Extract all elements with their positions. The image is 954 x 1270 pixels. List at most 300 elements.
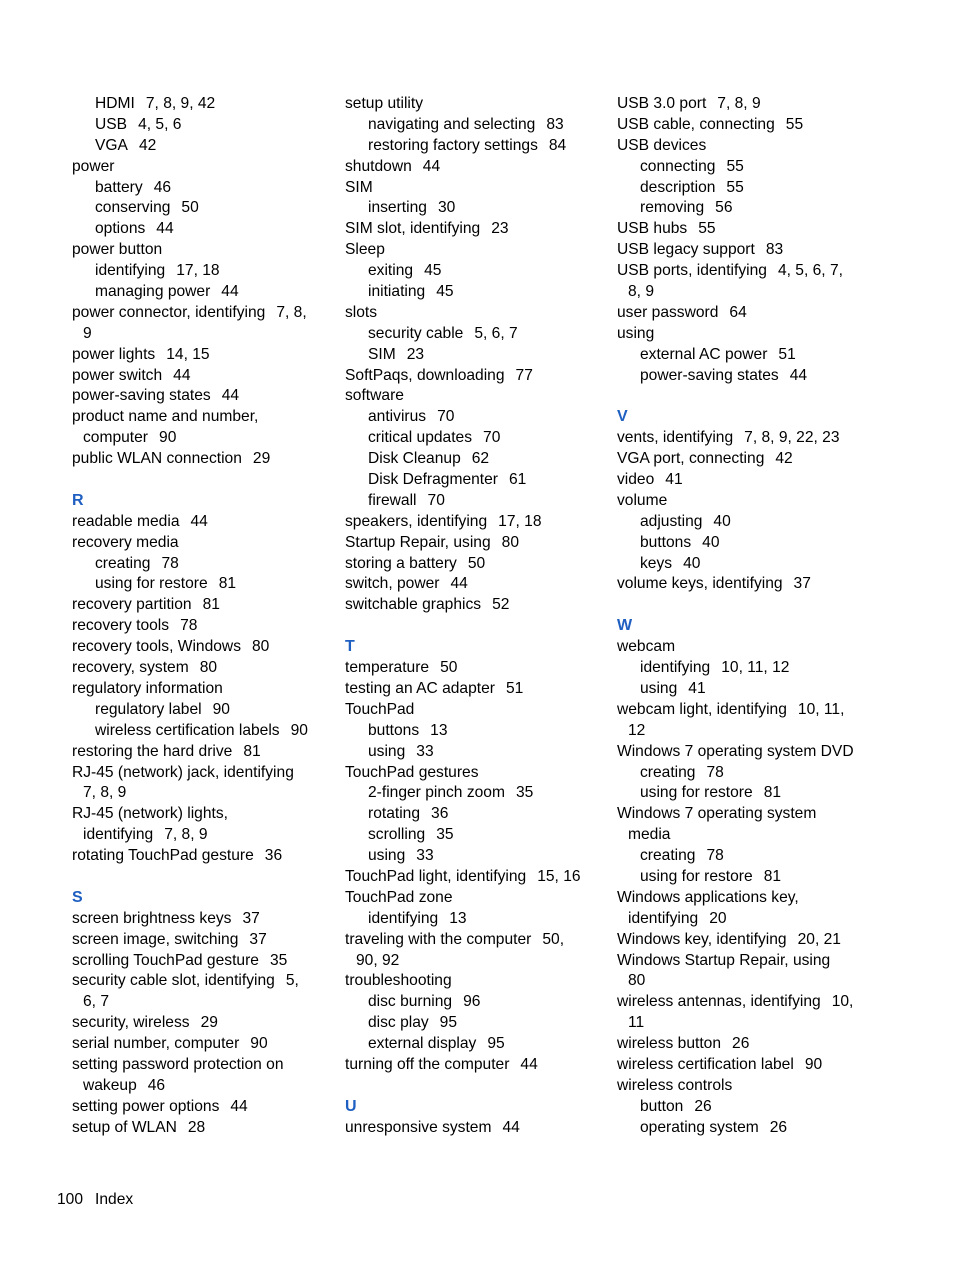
page-reference: 83: [765, 241, 784, 259]
index-subentry: [617, 783, 887, 804]
index-entry: [72, 909, 342, 930]
index-entry: [72, 846, 342, 867]
index-column-1: [72, 94, 342, 1139]
index-term: SIM: [345, 178, 373, 196]
index-term: USB 3.0 port: [617, 95, 707, 112]
index-term: description: [640, 178, 716, 196]
index-entry: [345, 303, 615, 324]
index-entry: [345, 1055, 615, 1076]
index-term: product name and number,: [72, 408, 259, 426]
page-reference: 50,: [542, 930, 565, 948]
page-reference: 30: [437, 199, 456, 217]
index-term: traveling with the computer: [345, 930, 532, 948]
index-term: using: [640, 679, 678, 697]
page-reference: 52: [492, 596, 510, 614]
page-reference: 84: [548, 136, 567, 154]
page-reference: 44: [156, 220, 174, 238]
index-term: USB cable, connecting: [617, 115, 775, 133]
index-term: 12: [628, 721, 646, 739]
page-reference: 44: [230, 1097, 248, 1115]
index-subentry: [617, 867, 887, 888]
index-term: using for restore: [95, 575, 208, 593]
index-term: vents, identifying: [617, 429, 734, 447]
index-entry: [72, 157, 342, 178]
index-entry-continuation: [617, 721, 887, 742]
index-term: volume keys, identifying: [617, 575, 783, 593]
index-term: creating: [640, 763, 696, 781]
index-entry: [72, 1097, 342, 1118]
index-term: RJ-45 (network) jack, identifying: [72, 763, 294, 781]
index-term: using for restore: [640, 784, 753, 802]
page-reference: 70: [437, 408, 455, 426]
page-reference: 81: [202, 596, 220, 614]
section-spacer: [617, 386, 887, 407]
index-term: initiating: [368, 283, 426, 301]
index-entry: [617, 1076, 887, 1097]
index-term: wireless controls: [617, 1076, 733, 1094]
index-term: SoftPaqs, downloading: [345, 366, 505, 384]
index-subentry: [617, 533, 887, 554]
index-letter-heading: T: [345, 638, 355, 656]
index-term: 90, 92: [356, 951, 400, 969]
index-term: media: [628, 826, 671, 844]
index-term: software: [345, 387, 404, 405]
page-reference: 4, 5, 6, 7,: [777, 262, 843, 280]
index-term: testing an AC adapter: [345, 679, 495, 697]
index-term: recovery tools, Windows: [72, 638, 241, 656]
index-entry: [72, 533, 342, 554]
index-term: Windows 7 operating system: [617, 805, 817, 823]
index-subentry: [617, 846, 887, 867]
page-reference: 90: [159, 429, 177, 447]
index-entry: [72, 930, 342, 951]
index-term: shutdown: [345, 157, 412, 175]
index-entry: [345, 574, 615, 595]
page-reference: 37: [242, 909, 260, 927]
index-term: setting power options: [72, 1097, 220, 1115]
index-entry: [617, 428, 887, 449]
index-term: battery: [95, 178, 143, 196]
page-reference: 78: [706, 763, 724, 781]
index-entry-continuation: [72, 825, 342, 846]
index-term: options: [95, 220, 146, 238]
page-reference: 7, 8, 9, 22, 23: [744, 429, 840, 447]
page-reference: 80: [501, 533, 519, 551]
index-entry: [617, 94, 887, 115]
index-term: regulatory information: [72, 679, 223, 697]
page-reference: 51: [505, 679, 524, 697]
index-term: Windows Startup Repair, using: [617, 951, 831, 969]
index-entry: [72, 1118, 342, 1139]
index-term: power switch: [72, 366, 163, 384]
page-reference: 80: [199, 659, 218, 677]
page-reference: 44: [221, 283, 239, 301]
page-reference: 7, 8,: [276, 303, 307, 321]
index-term: setup utility: [345, 95, 424, 112]
index-term: webcam light, identifying: [617, 700, 787, 718]
index-letter-heading: V: [617, 408, 628, 426]
index-entry: [72, 1013, 342, 1034]
index-term: 7, 8, 9: [83, 784, 127, 802]
index-term: rotating: [368, 805, 421, 823]
index-entry: [72, 407, 342, 428]
page-reference: 17, 18: [176, 262, 220, 280]
index-letter-heading: U: [345, 1097, 357, 1115]
page-reference: 36: [431, 805, 449, 823]
index-subentry: [617, 763, 887, 784]
page-reference: 70: [483, 429, 501, 447]
index-term: power-saving states: [640, 366, 779, 384]
index-subentry: [617, 178, 887, 199]
page-reference: 7, 8, 9, 42: [145, 95, 216, 112]
index-subentry: [345, 804, 615, 825]
index-subentry: [345, 825, 615, 846]
index-subentry: [72, 219, 342, 240]
index-term: slots: [345, 303, 378, 321]
index-entry-continuation: [617, 282, 887, 303]
index-term: external display: [368, 1035, 477, 1053]
index-term: USB legacy support: [617, 241, 755, 259]
index-term: regulatory label: [95, 700, 202, 718]
index-term: setup of WLAN: [72, 1118, 177, 1136]
index-term: readable media: [72, 512, 180, 530]
page-reference: 44: [502, 1118, 520, 1136]
page-reference: 36: [264, 847, 283, 865]
index-term: identifying: [628, 909, 699, 927]
index-subentry: [345, 324, 615, 345]
page-reference: 50: [440, 659, 458, 677]
index-entry: [72, 303, 342, 324]
index-entry: [617, 449, 887, 470]
page-reference: 4, 5, 6: [138, 115, 182, 133]
index-term: critical updates: [368, 429, 473, 447]
page-reference: 10,: [831, 993, 854, 1011]
index-entry: [72, 1055, 342, 1076]
index-term: user password: [617, 303, 719, 321]
page-reference: 90: [212, 700, 230, 718]
page-reference: 42: [775, 450, 793, 468]
index-entry: [345, 386, 615, 407]
index-term: HDMI: [95, 95, 135, 112]
page-reference: 61: [509, 471, 527, 489]
page-reference: 37: [249, 930, 267, 948]
index-term: wakeup: [83, 1076, 137, 1094]
page-reference: 7, 8, 9: [717, 95, 761, 112]
index-entry: [345, 679, 615, 700]
index-entry: [617, 470, 887, 491]
page-reference: 90: [250, 1035, 268, 1053]
page-reference: 17, 18: [498, 512, 542, 530]
index-entry-continuation: [617, 971, 887, 992]
index-term: switchable graphics: [345, 596, 482, 614]
index-entry: [617, 930, 887, 951]
index-term: Disk Cleanup: [368, 450, 461, 468]
index-subentry: [72, 198, 342, 219]
index-term: identifying: [640, 659, 711, 677]
index-entry: [72, 386, 342, 407]
index-column-3: [617, 94, 887, 1139]
index-term: turning off the computer: [345, 1055, 510, 1073]
page-reference: 46: [153, 178, 172, 196]
index-term: setting password protection on: [72, 1055, 284, 1073]
index-entry: [617, 574, 887, 595]
index-term: identifying: [83, 826, 154, 844]
index-subentry: [72, 136, 342, 157]
page-reference: 35: [269, 951, 288, 969]
page-reference: 46: [147, 1076, 166, 1094]
page-reference: 56: [715, 199, 733, 217]
index-entry-continuation: [72, 992, 342, 1013]
page-reference: 5,: [285, 972, 299, 990]
index-subentry: [345, 909, 615, 930]
page-reference: 10, 11, 12: [721, 659, 790, 677]
page-reference: 26: [694, 1097, 712, 1115]
page-reference: 95: [439, 1014, 458, 1032]
page-reference: 78: [180, 617, 198, 635]
index-entry: [72, 366, 342, 387]
index-entry: [617, 136, 887, 157]
index-subentry: [72, 178, 342, 199]
index-term: VGA: [95, 136, 128, 154]
page-reference: 5, 6, 7: [474, 324, 518, 342]
index-entry: [345, 930, 615, 951]
index-term: keys: [640, 554, 673, 572]
index-term: scrolling TouchPad gesture: [72, 951, 259, 969]
index-subentry: [345, 491, 615, 512]
page-reference: 77: [515, 366, 533, 384]
page-reference: 90: [804, 1055, 823, 1073]
index-term: 80: [628, 972, 646, 990]
index-subentry: [345, 1013, 615, 1034]
index-subentry: [72, 721, 342, 742]
index-entry: [345, 94, 615, 115]
index-subentry: [72, 700, 342, 721]
page-reference: 35: [515, 784, 534, 802]
page-reference: 95: [487, 1035, 505, 1053]
page-reference: 62: [471, 450, 490, 468]
index-entry: [617, 240, 887, 261]
index-term: power: [72, 157, 115, 175]
page-reference: 96: [463, 993, 481, 1011]
page-reference: 13: [449, 909, 467, 927]
index-subentry: [617, 1118, 887, 1139]
page-reference: 44: [221, 387, 240, 405]
index-entry-continuation: [345, 951, 615, 972]
index-subentry: [345, 721, 615, 742]
page-reference: 7, 8, 9: [164, 826, 208, 844]
page-reference: 81: [763, 867, 782, 885]
index-entry: [345, 554, 615, 575]
index-entry: [345, 219, 615, 240]
index-entry: [345, 763, 615, 784]
page-reference: 80: [252, 638, 270, 656]
index-column-2: [345, 94, 615, 1139]
index-term: recovery, system: [72, 659, 189, 677]
index-term: security cable slot, identifying: [72, 972, 275, 990]
index-term: temperature: [345, 659, 430, 677]
index-term: Sleep: [345, 241, 385, 259]
index-term: Windows key, identifying: [617, 930, 787, 948]
page-reference: 44: [190, 512, 208, 530]
page-reference: 13: [430, 721, 448, 739]
index-entry-continuation: [617, 909, 887, 930]
page-reference: 78: [706, 847, 724, 865]
index-term: using for restore: [640, 867, 753, 885]
page-reference: 45: [436, 283, 454, 301]
index-subentry: [617, 366, 887, 387]
index-entry-continuation: [72, 428, 342, 449]
index-term: Disk Defragmenter: [368, 471, 498, 489]
page-reference: 44: [422, 157, 441, 175]
index-entry: [72, 595, 342, 616]
index-term: connecting: [640, 157, 716, 175]
section-spacer: [617, 595, 887, 616]
index-term: power connector, identifying: [72, 303, 266, 321]
page-reference: 29: [252, 450, 271, 468]
index-entry: [72, 763, 342, 784]
index-term: speakers, identifying: [345, 512, 488, 530]
index-term: power-saving states: [72, 387, 211, 405]
index-subentry: [345, 115, 615, 136]
index-term: button: [640, 1097, 684, 1115]
index-entry: [617, 115, 887, 136]
index-term: external AC power: [640, 345, 768, 363]
index-term: wireless button: [617, 1035, 722, 1053]
index-entry: [617, 888, 887, 909]
index-term: operating system: [640, 1118, 759, 1136]
index-term: using: [368, 742, 406, 760]
index-term: exiting: [368, 262, 414, 280]
index-entry: [617, 742, 887, 763]
index-term: SIM: [368, 345, 396, 363]
page-reference: 10, 11,: [797, 700, 845, 718]
index-subentry: [345, 783, 615, 804]
index-term: restoring the hard drive: [72, 742, 233, 760]
page-reference: 44: [789, 366, 808, 384]
page-reference: 81: [763, 784, 782, 802]
index-term: antivirus: [368, 408, 427, 426]
section-spacer: [345, 616, 615, 637]
index-entry: [72, 742, 342, 763]
index-subentry: [345, 428, 615, 449]
index-term: volume: [617, 491, 668, 509]
index-term: RJ-45 (network) lights,: [72, 805, 228, 823]
index-entry: [617, 261, 887, 282]
index-term: serial number, computer: [72, 1035, 240, 1053]
index-term: removing: [640, 199, 705, 217]
index-subentry: [72, 554, 342, 575]
index-subentry: [617, 157, 887, 178]
index-subentry: [617, 345, 887, 366]
index-term: disc burning: [368, 993, 453, 1011]
index-subentry: [345, 136, 615, 157]
index-entry: [345, 658, 615, 679]
page-reference: 70: [427, 491, 445, 509]
index-entry: [72, 971, 342, 992]
index-entry-continuation: [72, 783, 342, 804]
index-term: 2-finger pinch zoom: [368, 784, 505, 802]
index-subentry: [345, 1034, 615, 1055]
index-term: USB ports, identifying: [617, 262, 767, 280]
index-subentry: [72, 94, 342, 115]
index-subentry: [617, 512, 887, 533]
page-reference: 40: [702, 533, 720, 551]
index-term: buttons: [368, 721, 420, 739]
index-subentry: [617, 554, 887, 575]
index-term: USB devices: [617, 136, 707, 154]
index-term: 8, 9: [628, 283, 655, 301]
index-entry: [345, 366, 615, 387]
index-entry: [72, 679, 342, 700]
index-entry: [345, 888, 615, 909]
index-subentry: [72, 261, 342, 282]
index-entry-continuation: [72, 324, 342, 345]
page-reference: 50: [181, 199, 199, 217]
index-term: conserving: [95, 199, 171, 217]
index-entry: [72, 345, 342, 366]
index-term: recovery media: [72, 533, 179, 551]
index-subentry: [72, 115, 342, 136]
index-subentry: [345, 992, 615, 1013]
index-term: wireless certification label: [617, 1055, 794, 1073]
index-subentry: [345, 407, 615, 428]
index-term: USB: [95, 115, 128, 133]
page-reference: 55: [785, 115, 804, 133]
index-term: TouchPad gestures: [345, 763, 479, 781]
index-entry: [345, 971, 615, 992]
index-term: using: [617, 324, 655, 342]
page-reference: 90: [290, 721, 308, 739]
page-reference: 55: [698, 220, 716, 238]
index-entry: [345, 157, 615, 178]
index-entry: [617, 992, 887, 1013]
index-entry: [617, 637, 887, 658]
page-reference: 44: [173, 366, 191, 384]
index-term: security cable: [368, 324, 464, 342]
index-term: unresponsive system: [345, 1118, 492, 1136]
index-term: rotating TouchPad gesture: [72, 847, 254, 865]
page-reference: 23: [491, 220, 509, 238]
index-term: using: [368, 847, 406, 865]
index-term: recovery tools: [72, 617, 170, 635]
index-entry: [72, 658, 342, 679]
page-reference: 29: [200, 1014, 218, 1032]
page-reference: 40: [683, 554, 701, 572]
page-reference: 40: [713, 512, 731, 530]
index-term: Windows applications key,: [617, 888, 799, 906]
index-entry: [617, 1055, 887, 1076]
index-term: power lights: [72, 345, 156, 363]
index-entry: [617, 324, 887, 345]
page-reference: 15, 16: [537, 867, 581, 885]
page-reference: 26: [732, 1035, 750, 1053]
page-reference: 78: [161, 554, 179, 572]
page-reference: 55: [726, 157, 744, 175]
page-reference: 33: [416, 742, 434, 760]
index-entry: [617, 951, 887, 972]
index-entry: [345, 700, 615, 721]
page-reference: 41: [688, 679, 706, 697]
index-term: creating: [640, 847, 696, 865]
index-entry: [617, 700, 887, 721]
index-subentry: [345, 282, 615, 303]
index-entry: [617, 491, 887, 512]
index-subentry: [345, 449, 615, 470]
index-term: SIM slot, identifying: [345, 220, 481, 238]
page-reference: 44: [520, 1055, 538, 1073]
index-term: restoring factory settings: [368, 136, 538, 154]
index-term: disc play: [368, 1014, 429, 1032]
